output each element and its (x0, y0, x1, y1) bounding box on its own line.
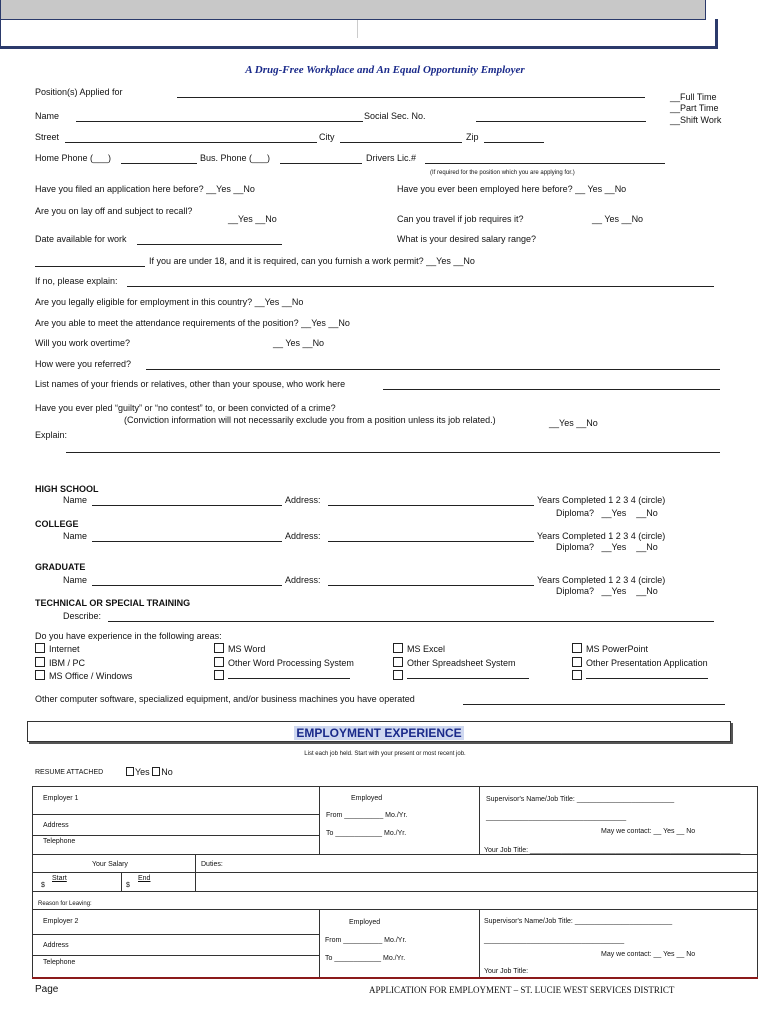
emp2-to[interactable]: To ____________ Mo./Yr. (325, 955, 406, 962)
hs-years-label: Years Completed 1 2 3 4 (circle) (537, 495, 666, 505)
home-phone-label: Home Phone (___) (35, 153, 112, 163)
filed-before-question: Have you filed an application here before? __Yes __No (35, 184, 255, 194)
referred-question: How were you referred? (35, 359, 132, 369)
checkbox[interactable] (35, 657, 45, 667)
street-label: Street (35, 132, 60, 142)
emp2-supervisor-label: Supervisor's Name/Job Title: _________________________ (484, 918, 673, 925)
lay-off-question: Are you on lay off and subject to recall? (35, 206, 193, 216)
exp-other-wp[interactable]: Other Word Processing System (214, 657, 354, 670)
if-no-line[interactable] (127, 286, 714, 287)
exp-ms-office[interactable]: MS Office / Windows (35, 670, 132, 683)
exp-other-spreadsheet[interactable]: Other Spreadsheet System (393, 657, 529, 670)
emp1-salary-bottom (32, 891, 758, 892)
exp-internet[interactable]: Internet (35, 643, 132, 657)
emp1-vdiv2 (479, 786, 480, 854)
date-available-label: Date available for work (35, 234, 127, 244)
college-heading: COLLEGE (35, 519, 79, 529)
college-address-line[interactable] (328, 541, 534, 542)
full-time-option[interactable]: __Full Time (670, 92, 717, 102)
resume-options[interactable]: Yes No (126, 767, 173, 777)
college-diploma[interactable]: Diploma? __Yes __No (556, 542, 658, 552)
header-band (0, 0, 716, 48)
guilty-answer[interactable]: __Yes __No (549, 418, 598, 428)
checkbox[interactable] (393, 657, 403, 667)
bus-phone-line[interactable] (280, 163, 362, 164)
referred-line[interactable] (146, 369, 720, 370)
eligible-question: Are you legally eligible for employment in this country? __Yes __No (35, 297, 304, 307)
experience-question: Do you have experience in the following areas: (35, 631, 222, 641)
drivers-label: Drivers Lic.# (366, 153, 417, 163)
employment-instructions: List each job held. Start with your present or most recent job. (304, 751, 466, 757)
if-no-label: If no, please explain: (35, 276, 118, 286)
hs-diploma[interactable]: Diploma? __Yes __No (556, 508, 658, 518)
guilty-question: Have you ever pled “guilty” or “no contest” to, or been convicted of a crime? (35, 403, 336, 413)
header-frame (0, 19, 718, 49)
emp2-employer-label: Employer 2 (43, 918, 79, 925)
emp1-bottom-rule (32, 909, 758, 910)
employment-heading-box (27, 721, 731, 742)
technical-heading: TECHNICAL OR SPECIAL TRAINING (35, 598, 191, 608)
other-software-label: Other computer software, specialized equipment, and/or business machines you have operated (35, 694, 415, 704)
city-label: City (319, 132, 335, 142)
emp2-row-rule-b (32, 955, 319, 956)
travel-question: Can you travel if job requires it? (397, 214, 524, 224)
checkbox[interactable] (35, 670, 45, 680)
emp1-startend-div (121, 872, 122, 892)
exp-ms-excel[interactable]: MS Excel (393, 643, 529, 657)
exp-col2 (214, 643, 354, 683)
emp2-telephone-label: Telephone (43, 959, 76, 966)
overtime-question: Will you work overtime? (35, 338, 131, 348)
hs-address-label: Address: (285, 495, 321, 505)
ssn-line[interactable] (476, 121, 646, 122)
exp-col2-blank[interactable] (214, 670, 354, 683)
name-label: Name (35, 111, 60, 121)
conviction-note: (Conviction information will not necessarily exclude you from a position unless its job related.) (124, 415, 496, 425)
city-line[interactable] (340, 142, 462, 143)
zip-label: Zip (466, 132, 479, 142)
drivers-line[interactable] (425, 163, 665, 164)
emp1-top-rule (32, 786, 758, 787)
overtime-answer[interactable]: __ Yes __No (273, 338, 325, 348)
exp-col1 (35, 643, 132, 683)
bus-phone-label: Bus. Phone (___) (200, 153, 271, 163)
emp1-start-dollar[interactable]: $ (41, 882, 45, 889)
emp1-telephone-label: Telephone (43, 838, 76, 845)
position-line[interactable] (177, 97, 645, 98)
describe-line[interactable] (108, 621, 714, 622)
header-divider (357, 20, 358, 38)
emp2-address-label: Address (43, 942, 69, 949)
under18-line[interactable] (35, 266, 145, 267)
emp1-duties-label: Duties: (201, 861, 223, 868)
grad-diploma[interactable]: Diploma? __Yes __No (556, 586, 658, 596)
checkbox[interactable] (572, 657, 582, 667)
header-gray-bar (0, 0, 706, 20)
checkbox[interactable] (393, 670, 403, 680)
emp1-employer-label: Employer 1 (43, 795, 79, 802)
drivers-note: (If required for the position which you are applying for.) (430, 170, 575, 176)
emp2-bottom-rule (32, 977, 758, 979)
college-address-label: Address: (285, 531, 321, 541)
salary-question: What is your desired salary range? (397, 234, 537, 244)
college-name-line[interactable] (92, 541, 282, 542)
checkbox[interactable] (214, 643, 224, 653)
grad-name-line[interactable] (92, 585, 282, 586)
ssn-label: Social Sec. No. (364, 111, 426, 121)
checkbox[interactable] (572, 643, 582, 653)
grad-name-label: Name (63, 575, 88, 585)
shift-work-option[interactable]: __Shift Work (670, 115, 722, 125)
emp1-start-label: Start (52, 875, 67, 882)
emp1-to[interactable]: To ____________ Mo./Yr. (326, 830, 407, 837)
checkbox[interactable] (393, 643, 403, 653)
graduate-heading: GRADUATE (35, 562, 86, 572)
friends-line[interactable] (383, 389, 720, 390)
friends-question: List names of your friends or relatives, other than your spouse, who work here (35, 379, 346, 389)
home-phone-line[interactable] (121, 163, 197, 164)
hs-name-line[interactable] (92, 505, 282, 506)
emp2-job-title[interactable]: Your Job Title: (484, 968, 529, 975)
high-school-heading: HIGH SCHOOL (35, 484, 99, 494)
hs-address-line[interactable] (328, 505, 534, 506)
emp1-end-dollar[interactable]: $ (126, 882, 130, 889)
exp-ibm-pc[interactable]: IBM / PC (35, 657, 132, 670)
exp-col4 (572, 643, 708, 683)
explain-line[interactable] (66, 452, 720, 453)
resume-no-checkbox[interactable] (152, 767, 160, 776)
hs-name-label: Name (63, 495, 88, 505)
emp2-vdiv2 (479, 909, 480, 979)
lay-off-answer[interactable]: __Yes __No (228, 214, 277, 224)
emp1-mid-rule (32, 854, 758, 855)
emp1-supervisor-label: Supervisor's Name/Job Title: _________________________ (486, 796, 675, 803)
exp-col3-blank[interactable] (393, 670, 529, 683)
checkbox[interactable] (214, 670, 224, 680)
emp1-address-label: Address (43, 822, 69, 829)
exp-col4-blank[interactable] (572, 670, 708, 683)
footer-page-label: Page (35, 984, 59, 995)
position-label: Position(s) Applied for (35, 87, 123, 97)
emp1-vdiv1 (319, 786, 320, 854)
resume-yes-checkbox[interactable] (126, 767, 134, 776)
emp2-vdiv1 (319, 909, 320, 979)
attendance-question: Are you able to meet the attendance requirements of the position? __Yes __No (35, 318, 350, 328)
college-years-label: Years Completed 1 2 3 4 (circle) (537, 531, 666, 541)
exp-other-presentation[interactable]: Other Presentation Application (572, 657, 708, 670)
emp1-salary-rule (32, 872, 758, 873)
emp1-salary-label: Your Salary (92, 861, 128, 868)
date-available-line[interactable] (137, 244, 282, 245)
checkbox[interactable] (35, 643, 45, 653)
emp1-may-contact[interactable]: May we contact: __ Yes __ No (601, 828, 696, 835)
zip-line[interactable] (484, 142, 544, 143)
emp2-row-rule-a (32, 934, 319, 935)
emp2-left-border (32, 909, 33, 979)
emp1-reason-label: Reason for Leaving: (38, 901, 92, 907)
other-software-line[interactable] (463, 704, 725, 705)
exp-ms-powerpoint[interactable]: MS PowerPoint (572, 643, 708, 657)
checkbox[interactable] (572, 670, 582, 680)
emp2-may-contact[interactable]: May we contact: __ Yes __ No (601, 951, 696, 958)
emp1-from[interactable]: From __________ Mo./Yr. (326, 812, 408, 819)
checkbox[interactable] (214, 657, 224, 667)
emp1-supervisor-line2[interactable]: ____________________________________ (486, 814, 627, 821)
emp1-employed-label: Employed (351, 795, 383, 802)
emp1-row-rule-b (32, 835, 319, 836)
tagline: A Drug-Free Workplace and An Equal Opportunity Employer (245, 64, 525, 76)
footer-doc-title: APPLICATION FOR EMPLOYMENT – ST. LUCIE WEST SERVICES DISTRICT (369, 985, 675, 995)
emp2-from[interactable]: From __________ Mo./Yr. (325, 937, 407, 944)
emp1-end-label: End (138, 875, 151, 882)
street-line[interactable] (65, 142, 317, 143)
part-time-option[interactable]: __Part Time (670, 103, 719, 113)
emp2-supervisor-line2[interactable]: ____________________________________ (484, 937, 625, 944)
emp1-salary-div (195, 854, 196, 892)
college-name-label: Name (63, 531, 88, 541)
explain-label: Explain: (35, 430, 68, 440)
name-line[interactable] (76, 121, 363, 122)
emp2-employed-label: Employed (349, 919, 381, 926)
emp1-job-title[interactable]: Your Job Title: ______________________________________________________ (484, 847, 741, 854)
under18-question: If you are under 18, and it is required, can you furnish a work permit? __Yes __No (149, 256, 475, 266)
grad-address-line[interactable] (328, 585, 534, 586)
emp1-row-rule-a (32, 814, 319, 815)
grad-address-label: Address: (285, 575, 321, 585)
exp-col3 (393, 643, 529, 683)
travel-answer[interactable]: __ Yes __No (592, 214, 644, 224)
describe-label: Describe: (63, 611, 102, 621)
emp2-right-border (757, 909, 758, 979)
exp-ms-word[interactable]: MS Word (214, 643, 354, 657)
resume-label: RESUME ATTACHED (35, 769, 104, 776)
grad-years-label: Years Completed 1 2 3 4 (circle) (537, 575, 666, 585)
employment-heading: EMPLOYMENT EXPERIENCE (296, 726, 462, 740)
employed-before-question: Have you ever been employed here before? __ Yes __No (397, 184, 627, 194)
